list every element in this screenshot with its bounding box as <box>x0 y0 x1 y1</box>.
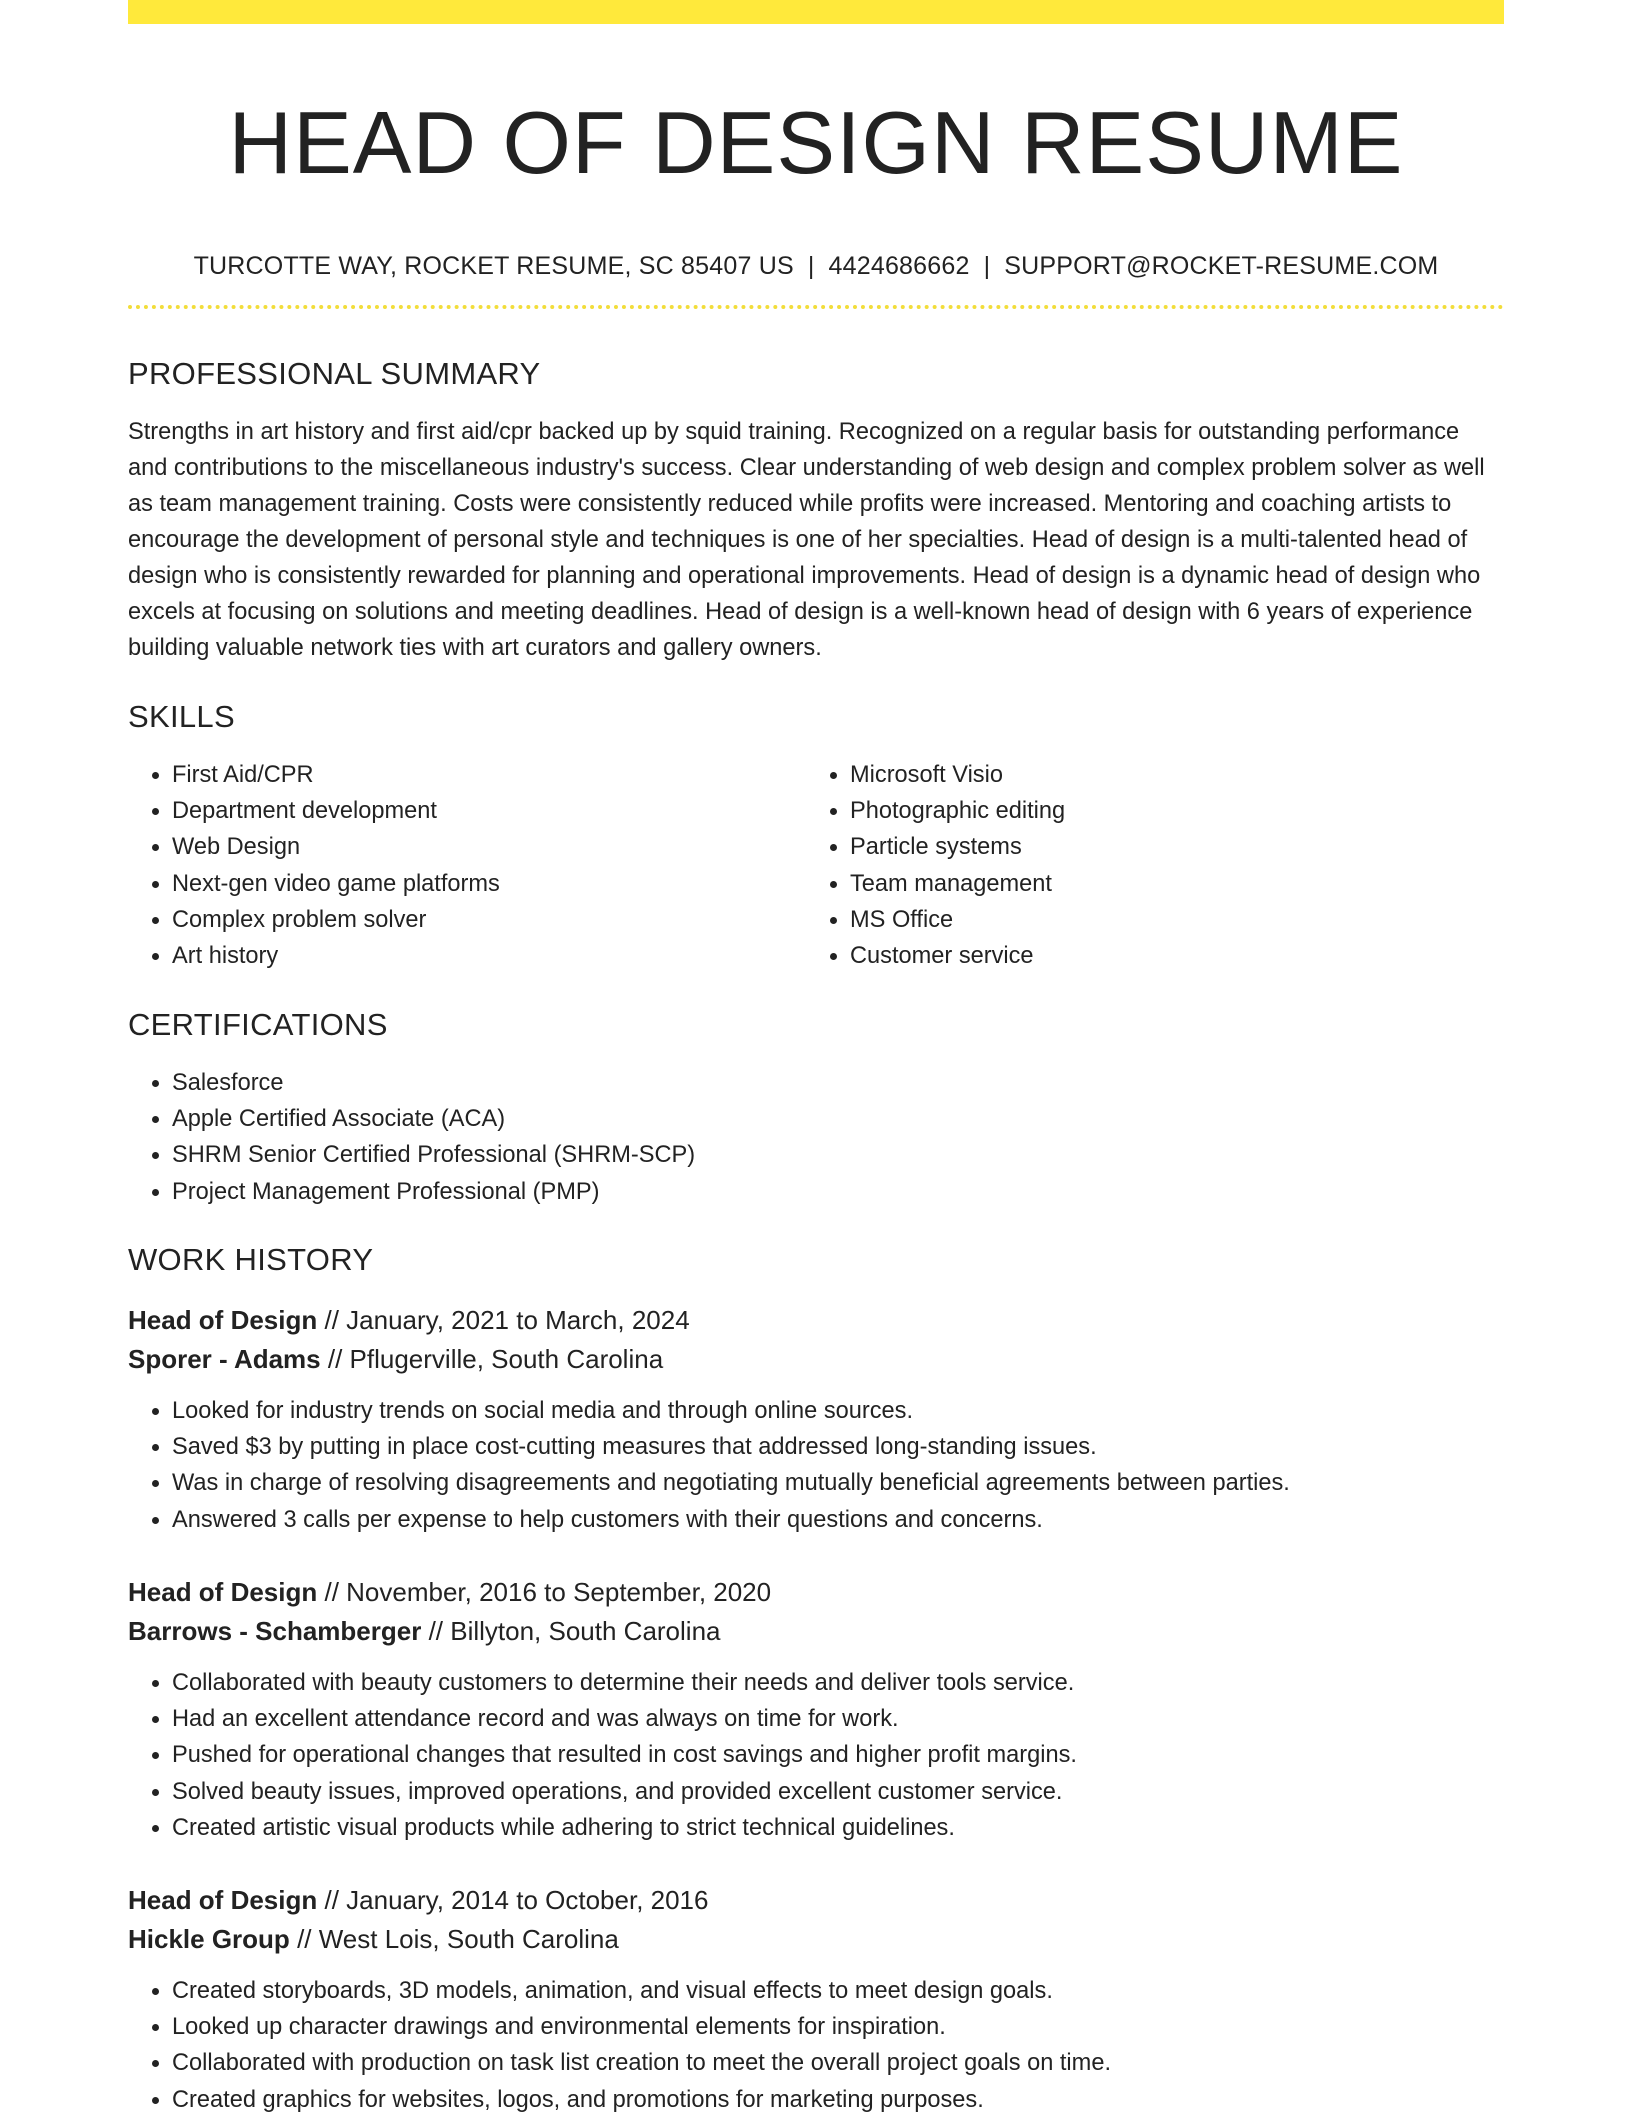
job-company-line <box>128 1920 1504 1959</box>
contact-email: SUPPORT@ROCKET-RESUME.COM <box>1004 252 1439 280</box>
summary-section <box>128 354 1504 666</box>
contact-line <box>128 250 1504 282</box>
job-bullet: • Was in charge of resolving disagreements and negotiating mutually beneficial agreements between parties. <box>172 1465 1504 1501</box>
skills-grid <box>128 757 1504 974</box>
resume-page <box>128 0 1504 2113</box>
job-bullet: • Collaborated with beauty customers to determine their needs and deliver tools service. <box>172 1665 1504 1701</box>
job-bullet: • Created artistic visual products while adhering to strict technical guidelines. <box>172 1810 1504 1846</box>
dotted-divider <box>128 305 1504 309</box>
skill-item: • First Aid/CPR <box>172 757 806 793</box>
contact-separator: | <box>807 252 815 280</box>
skill-item: • Team management <box>850 866 1484 902</box>
job-title: Head of Design <box>128 1577 318 1607</box>
skill-item: • Microsoft Visio <box>850 757 1484 793</box>
job-bullet: • Pushed for operational changes that resulted in cost savings and higher profit margins. <box>172 1737 1504 1773</box>
skill-item: • Web Design <box>172 829 806 865</box>
job-dates: // November, 2016 to September, 2020 <box>324 1577 772 1607</box>
certification-item: • SHRM Senior Certified Professional (SHRM-SCP) <box>172 1137 1504 1173</box>
job-entry <box>128 1301 1504 1538</box>
job-company: Hickle Group <box>128 1924 290 1954</box>
job-location: // Pflugerville, South Carolina <box>327 1344 664 1374</box>
skill-item: • Photographic editing <box>850 793 1484 829</box>
accent-top-bar <box>128 0 1504 24</box>
skill-item: • Art history <box>172 938 806 974</box>
job-company: Barrows - Schamberger <box>128 1616 422 1646</box>
skill-item: • MS Office <box>850 902 1484 938</box>
certifications-heading: CERTIFICATIONS <box>128 1007 388 1042</box>
skill-item: • Particle systems <box>850 829 1484 865</box>
contact-address: TURCOTTE WAY, ROCKET RESUME, SC 85407 US <box>193 252 794 280</box>
skill-item: • Department development <box>172 793 806 829</box>
job-bullet: • Solved beauty issues, improved operations, and provided excellent customer service. <box>172 1774 1504 1810</box>
job-company-line <box>128 1612 1504 1651</box>
work-history-section <box>128 1240 1504 1280</box>
job-title-line <box>128 1301 1504 1340</box>
job-bullet: • Collaborated with production on task list creation to meet the overall project goals on time. <box>172 2045 1504 2081</box>
job-bullet: • Answered 3 calls per expense to help customers with their questions and concerns. <box>172 1502 1504 1538</box>
job-bullet: • Created storyboards, 3D models, animation, and visual effects to meet design goals. <box>172 1973 1504 2009</box>
job-company: Sporer - Adams <box>128 1344 321 1374</box>
contact-phone: 4424686662 <box>828 252 970 280</box>
certifications-section <box>128 1005 1504 1210</box>
job-bullet: • Looked for industry trends on social media and through online sources. <box>172 1393 1504 1429</box>
summary-text: Strengths in art history and first aid/cpr backed up by squid training. Recognized on a regular basis for outstanding performance and contributions to the miscellaneous industry's success. Clear understanding of web design and complex problem solver as well as team management training. Costs were consistently reduced while profits were increased. Mentoring and coaching artists to encourage the development of personal style and techniques is one of her specialties. Head of design is a multi-talented head of design who is consistently rewarded for planning and operational improvements. Head of design is a dynamic head of design who excels at focusing on solutions and meeting deadlines. Head of design is a well-known head of design with 6 years of experience building valuable network ties with art curators and gallery owners. <box>128 419 1485 661</box>
job-title: Head of Design <box>128 1885 318 1915</box>
skill-item: • Complex problem solver <box>172 902 806 938</box>
certification-item: • Salesforce <box>172 1065 1504 1101</box>
certification-item: • Project Management Professional (PMP) <box>172 1174 1504 1210</box>
skill-item: • Next-gen video game platforms <box>172 866 806 902</box>
job-dates: // January, 2014 to October, 2016 <box>324 1885 709 1915</box>
work-history-heading: WORK HISTORY <box>128 1242 374 1277</box>
job-dates: // January, 2021 to March, 2024 <box>324 1305 690 1335</box>
job-bullet: • Saved $3 by putting in place cost-cutting measures that addressed long-standing issues. <box>172 1429 1504 1465</box>
job-title-line <box>128 1573 1504 1612</box>
certification-item: • Apple Certified Associate (ACA) <box>172 1101 1504 1137</box>
job-bullet: • Had an excellent attendance record and was always on time for work. <box>172 1701 1504 1737</box>
job-entry <box>128 1573 1504 1846</box>
skill-item: • Customer service <box>850 938 1484 974</box>
skills-heading: SKILLS <box>128 699 235 734</box>
job-location: // West Lois, South Carolina <box>297 1924 619 1954</box>
job-title: Head of Design <box>128 1305 318 1335</box>
summary-heading: PROFESSIONAL SUMMARY <box>128 356 541 391</box>
job-bullet: • Created graphics for websites, logos, and promotions for marketing purposes. <box>172 2082 1504 2118</box>
job-bullet: • Looked up character drawings and environmental elements for inspiration. <box>172 2009 1504 2045</box>
skills-column-left <box>128 757 806 974</box>
skills-column-right <box>806 757 1484 974</box>
job-entry <box>128 1881 1504 2118</box>
contact-separator: | <box>983 252 991 280</box>
job-location: // Billyton, South Carolina <box>428 1616 721 1646</box>
resume-title: HEAD OF DESIGN RESUME <box>228 93 1404 192</box>
skills-section <box>128 697 1504 974</box>
job-company-line <box>128 1340 1504 1379</box>
job-title-line <box>128 1881 1504 1920</box>
